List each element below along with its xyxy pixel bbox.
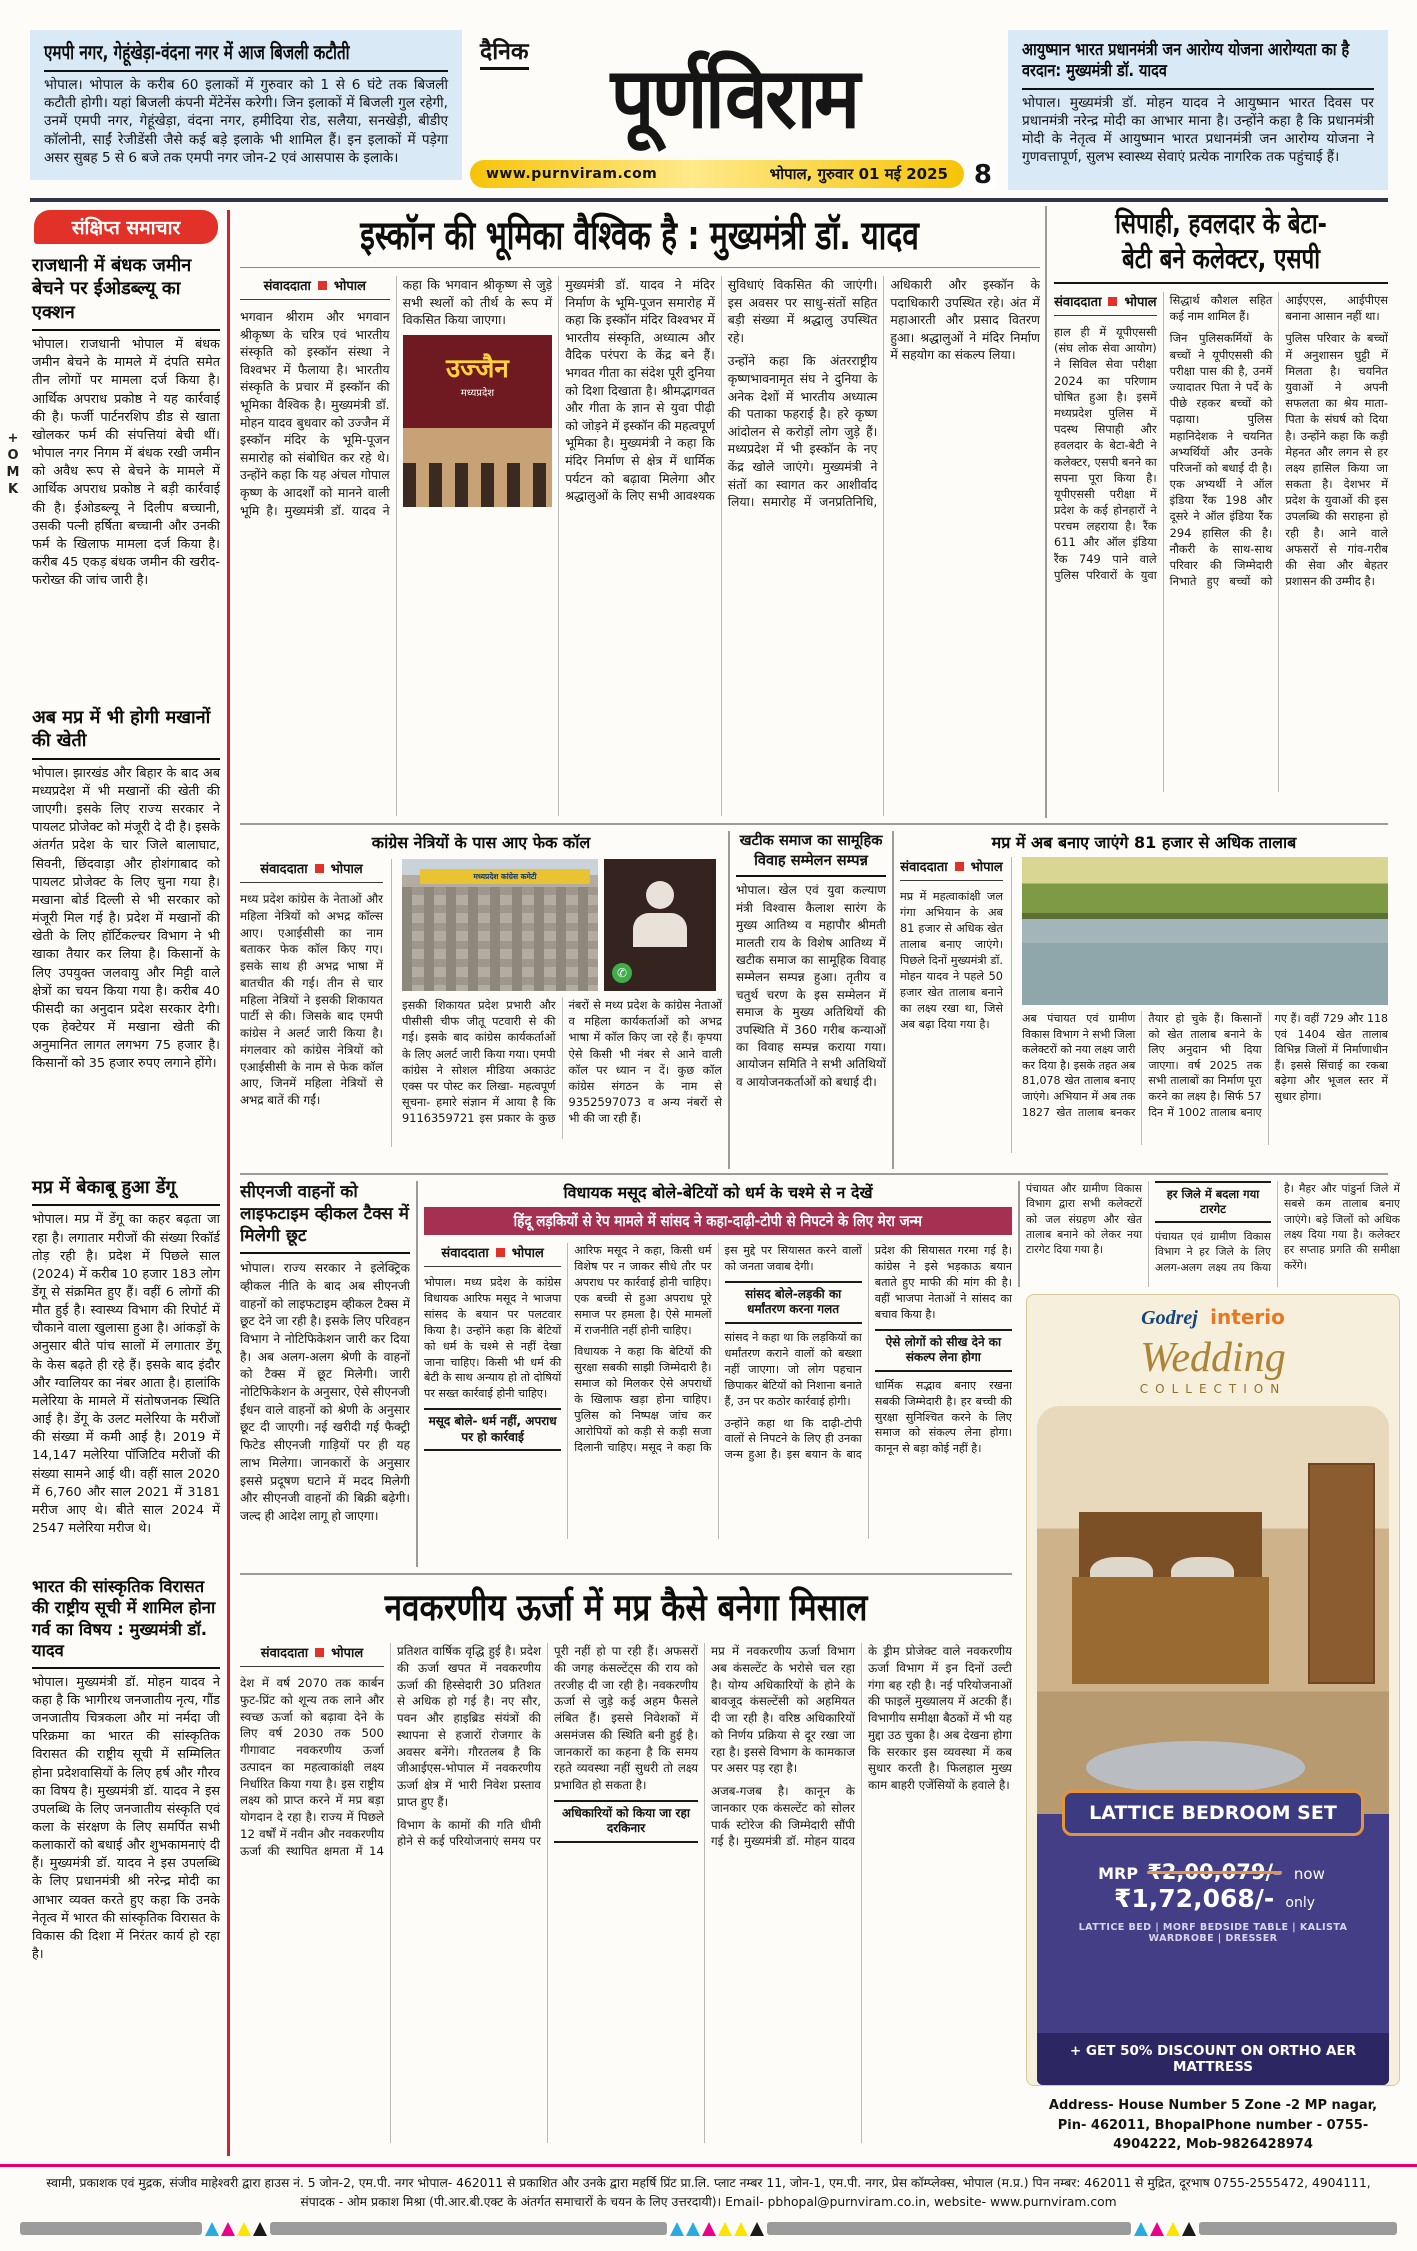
reg-mark: O: [7, 448, 19, 463]
congress-banner-text: मध्यप्रदेश कांग्रेस कमेटी: [420, 869, 590, 884]
story-upsc-results: [1054, 206, 1388, 818]
masud-paragraph: आरिफ मसूद ने कहा, किसी धर्म विशेष पर न जाकर सीधे तौर पर अपराध पर कार्रवाई होनी चाहिए। एक बच्ची से हुआ अपराध पूरे समाज पर हमला है। ऐसे मामलों में राजनीति नहीं होनी चाहिए।: [574, 1244, 712, 1337]
new-price: ₹1,72,068/-: [1114, 1884, 1275, 1914]
sidebar-article-eow: [30, 252, 222, 704]
gray-bar: [767, 2222, 1131, 2235]
fake-call-paragraph: इसकी शिकायत प्रदेश प्रभारी और पीसीसी चीफ जीतू पटवारी से की गई। इसके बाद कांग्रेस कार्यकर्ताओं के लिए अलर्ट जारी किया गया। एमपी कांग्रेस ने सोशल मीडिया अकाउंट एक्स पर पोस्ट कर लिखा- महत्वपूर्ण सूचना- हमारे संज्ञान में आया है कि 9116359721 इस प्रकार के कुछ नंबरों से मध्य प्रदेश के कांग्रेस नेताओं व महिला कार्यकर्ताओं को अभद्र भाषा में कॉल किए जा रहे हैं। कृपया ऐसे किसी भी नंबर से आने वाली कॉल पर ध्यान न दें। कुछ कॉल कांग्रेस संगठन के नाम से 9352597073 व अन्य नंबरों से भी की जा रही हैं।: [402, 998, 722, 1126]
top-left-headline: एमपी नगर, गेहूंखेड़ा-वंदना नगर में आज बिजली कटौती: [44, 40, 448, 72]
story-cng-tax: [240, 1181, 410, 1567]
byline-square-icon: [318, 281, 327, 290]
godrej-logo-text: Godrej: [1141, 1307, 1198, 1329]
energy-paragraph: मप्र में नवकरणीय ऊर्जा विभाग अब कंसल्टेंट के भरोसे चल रहा है। योग्य अधिकारियों के होने के बावजूद कंसल्टेंसी को अहमियत दी जा रही है। वरिष्ठ अधिकारियों को निर्णय प्रक्रिया से दूर रखा जा रहा है। इससे विभाग के कामकाज पर असर पड़ रहा है।: [711, 1644, 855, 1776]
wardrobe-shape: [1308, 1463, 1375, 1683]
masud-paragraph: सांसद ने कहा था कि लड़कियों का धर्मांतरण कराने वालों को बख्शा नहीं जाएगा। जो लोग पहचान छिपाकर बेटियों को निशाना बनाते हैं, उन पर कठोर कार्रवाई होगी।: [724, 1331, 862, 1408]
bedroom-set-photo: [1037, 1406, 1389, 1814]
column-divider: [728, 831, 730, 1169]
ponds-continuation: [1026, 1181, 1400, 1287]
byline: संवाददाता भोपाल: [900, 857, 1003, 881]
energy-headline: नवकरणीय ऊर्जा में मप्र कैसे बनेगा मिसाल: [384, 1586, 868, 1629]
top-right-body: भोपाल। मुख्यमंत्री डॉ. मोहन यादव ने आयुष्मान भारत दिवस पर प्रधानमंत्री नरेन्द्र मोदी का आभार माना है। उन्होंने कहा है कि प्रधानमंत्री मोदी के नेतृत्व में आयुष्मान भारत प्रधानमंत्री जन आरोग्य योजना ने गुणवत्तापूर्ण, सुलभ स्वास्थ्य सेवाएं प्रत्येक नागरिक तक पहुंचाई हैं।: [1022, 94, 1374, 166]
reg-mark: M: [6, 465, 20, 480]
fake-call-column: [240, 859, 392, 1147]
publisher-line1: स्वामी, प्रकाशक एवं मुद्रक, संजीव माहेश्वरी द्वारा हाउस नं. 5 जोन-2, एम.पी. नगर भोपाल- 462011 से प्रकाशित और उनके द्वारा महर्षि प्रिंट प्रा.लि. प्लाट नम्बर 11, जोन-1, एम.पी. नगर, प्रेस कॉम्प्लेक्स, भोपाल (म.प्र.) पिन नम्बर: 462011 से मुद्रित, दूरभाष 0755-2555472, 4904111,: [46, 2176, 1371, 2190]
right-story-paragraph: हाल ही में यूपीएससी (संघ लोक सेवा आयोग) ने सिविल सेवा परीक्षा 2024 का परिणाम घोषित हुआ है। इसमें मध्यप्रदेश पुलिस में पदस्थ सिपाही और हवलदार के बेटा-बेटी ने कलेक्टर, एसपी बनने का सपना पूरा किया है। यूपीएससी परीक्षा में प्रदेश के कई होनहारों ने परचम लहराया है। रैंक 611 और ऑल इंडिया रैंक 749 पाने वाले पुलिस परिवारों के युवा सिद्धार्थ कौशल सहित कई नाम शामिल हैं।: [1054, 293, 1273, 582]
reg-mark: +: [7, 431, 19, 446]
khatik-body: भोपाल। खेल एवं युवा कल्याण मंत्री विश्वास कैलाश सारंग के मुख्य आतिथ्य व महापौर श्रीमती मालती राय के विशेष आतिथ्य में खटीक समाज का सामूहिक विवाह सम्मेलन सम्पन्न हुआ। तृतीय व चतुर्थ चरण के इस सम्मेलन में समाज के मुख्य अतिथियों की उपस्थिति में 360 गरीब कन्याओं का विवाह सम्पन्न कराया गया। आयोजन समिति ने सभी अतिथियों व आयोजनकर्ताओं को बधाई दी।: [736, 883, 886, 1089]
old-price: ₹2,00,079/-: [1147, 1860, 1282, 1885]
byline-square-icon: [955, 862, 964, 871]
main-story-iskcon: [240, 206, 1040, 818]
only-label: only: [1285, 1895, 1315, 1912]
byline: संवाददाता भोपाल: [424, 1243, 561, 1267]
sidebar-article-headline: अब मप्र में भी होगी मखानों की खेती: [32, 706, 220, 760]
byline: संवाददाता भोपाल: [240, 859, 383, 883]
gray-bar: [270, 2222, 667, 2235]
masud-subhead-1: मसूद बोले- धर्म नहीं, अपराध पर हो कार्रवाई: [424, 1408, 561, 1451]
story-farm-ponds: [900, 831, 1388, 1169]
sidebar-section-title: संक्षिप्त समाचार: [34, 210, 218, 244]
ponds-target-subhead: हर जिले में बदला गया टारगेट: [1155, 1181, 1271, 1223]
main-story-paragraph: उन्होंने कहा कि अंतरराष्ट्रीय कृष्णभावनामृत संघ ने दुनिया के अनेक देशों में भारतीय अध्यात्म की पताका फहराई है। हरे कृष्ण आंदोलन से करोड़ों लोग जुड़े हैं। मध्यप्रदेश में भी इस्कॉन के नए केंद्र खोले जाएंगे। मुख्यमंत्री ने संतों का स्वागत कर आशीर्वाद लिया। समारोह में जनप्रतिनिधि, अधिकारी और इस्कॉन के पदाधिकारी उपस्थित रहे। अंत में महाआरती और प्रसाद वितरण हुआ। श्रद्धालुओं ने मंदिर निर्माण में सहयोग का संकल्प लिया।: [727, 277, 1040, 510]
sidebar-article-body: भोपाल। राजधानी भोपाल में बंधक जमीन बेचने के मामले में दंपति समेत तीन लोगों पर मामला दर्ज किया है। आर्थिक अपराध प्रकोष्ठ ने यह कार्रवाई की है। फर्जी पार्टनरशिप डीड से खाता खोलकर फर्म की संपत्तियां बेची थीं। भोपाल नगर निगम में बंधक रखी जमीन को अवैध रूप से बेचने के मामले में आर्थिक अपराध प्रकोष्ठ ने बड़ी कार्रवाई की है। ईओडब्ल्यू ने दिलीप बच्चानी, उसकी पत्नी हर्षिता बच्चानी और उनकी फर्म के खिलाफ मामला दर्ज किया है। करीब 45 एकड़ बंधक जमीन की खरीद-फरोख्त की जांच जारी है।: [32, 337, 220, 589]
publisher-line2: संपादक - ओम प्रकाश मिश्रा (पी.आर.बी.एक्ट के अंतर्गत समाचारों के चयन के लिए उत्तरदायी)। Email- pbhopal@purnviram.co.in, website- www.purnviram.com: [300, 2195, 1117, 2210]
farm-pond-photo: [1022, 857, 1388, 1005]
building-windows: [402, 887, 598, 991]
energy-subhead: अधिकारियों को किया जा रहा दरकिनार: [554, 1800, 698, 1843]
story-masud-statement: [424, 1181, 1012, 1567]
byline-square-icon: [496, 1248, 505, 1257]
page-number: 8: [970, 160, 996, 190]
masud-paragraph: उन्होंने कहा था कि दाढ़ी-टोपी वालों से निपटने के लिए ही उनका जन्म हुआ है। इस बयान के बाद प्रदेश की सियासत गरमा गई है। कांग्रेस ने इसे भड़काऊ बयान बताते हुए माफी की मांग की है। वहीं भाजपा नेताओं ने सांसद का बचाव किया है।: [724, 1244, 1012, 1462]
ad-collection-subtitle: COLLECTION: [1139, 1382, 1287, 1397]
cmyk-triangles: [1134, 2222, 1196, 2236]
photo-banner-title: उज्जैन: [445, 353, 509, 384]
right-story-headline: सिपाही, हवलदार के बेटा- बेटी बने कलेक्टर, एसपी: [1054, 206, 1388, 284]
newspaper-title: पूर्णविराम: [610, 49, 858, 147]
sidebar-article-makhana: [30, 704, 222, 1174]
sidebar-article-headline: भारत की सांस्कृतिक विरासत की राष्ट्रीय सूची में शामिल होना गर्व का विषय : मुख्यमंत्री डॉ. यादव: [32, 1576, 220, 1669]
sidebar-article-body: भोपाल। मुख्यमंत्री डॉ. मोहन यादव ने कहा है कि भागीरथ जनजातीय नृत्य, गौंड जनजातीय चित्रकला और मां नर्मदा जी परिक्रमा का भारत की सांस्कृतिक विरासत की राष्ट्रीय सूची में सम्मिलित होना प्रदेशवासियों के लिए हर्ष और गौरव का विषय है। मुख्यमंत्री डॉ. यादव ने इस उपलब्धि के लिए जनजातीय संस्कृति एवं कला के संरक्षण के लिए समर्पित सभी कलाकारों को बधाई और शुभकामनाएं दी हैं। मुख्यमंत्री डॉ. यादव ने इस उपलब्धि के लिए प्रधानमंत्री श्री नरेन्द्र मोदी का आभार व्यक्त करते हुए कहा कि उनके नेतृत्व में भारत की सांस्कृतिक विरासत के विकास की दिशा में निरंतर कार्य हो रहा है।: [32, 1674, 220, 1963]
top-right-headline: आयुष्मान भारत प्रधानमंत्री जन आरोग्य योजना आरोग्यता का है वरदान: मुख्यमंत्री डॉ. यादव: [1022, 40, 1374, 90]
masud-paragraph: धार्मिक सद्भाव बनाए रखना सबकी जिम्मेदारी है। हर बच्ची की सुरक्षा सुनिश्चित करने के लिए समाज को संकल्प लेना होगा। कानून से बड़ा कोई नहीं है।: [874, 1378, 1012, 1456]
cmyk-triangles: [670, 2222, 764, 2236]
sidebar-article-headline: राजधानी में बंधक जमीन बेचने पर ईओडब्ल्यू का एक्शन: [32, 254, 220, 331]
main-story-body: [240, 276, 1040, 816]
fake-call-body: [402, 997, 722, 1139]
ponds-column: [900, 857, 1012, 1153]
column-divider: [1045, 206, 1047, 818]
byline: संवाददाता भोपाल: [1054, 292, 1157, 316]
website-url: www.purnviram.com: [486, 166, 658, 182]
energy-paragraph: देश में वर्ष 2070 तक कार्बन फुट-प्रिंट को शून्य तक लाने और स्वच्छ ऊर्जा को बढ़ावा देने के लिए वर्ष 2030 तक 500 गीगावाट नवकरणीय ऊर्जा उत्पादन का महत्वाकांक्षी लक्ष्य निर्धारित किया गया है। इस राष्ट्रीय लक्ष्य को प्राप्त करने में मप्र बड़ा योगदान दे रहा है। राज्य में पिछले 12 वर्षों में नवीन और नवकरणीय ऊर्जा की स्थापित क्षमता में 14 प्रतिशत वार्षिक वृद्धि हुई है। प्रदेश की ऊर्जा खपत में नवकरणीय ऊर्जा की हिस्सेदारी 30 प्रतिशत से अधिक हो गई है। नए सौर, पवन और हाइब्रिड संयंत्रों की स्थापना से हजारों रोजगार के अवसर बनेंगे। गौरतलब है कि जीआईएस-भोपाल में नवकरणीय ऊर्जा क्षेत्र में भारी निवेश प्रस्ताव प्राप्त हुए हैं।: [240, 1644, 541, 1858]
ad-address-line1: Address- House Number 5 Zone -2 MP nagar,: [1048, 2098, 1378, 2113]
ad-price-panel: [1037, 1802, 1389, 2085]
masud-headline: विधायक मसूद बोले-बेटियों को धर्म के चश्मे से न देखें: [563, 1183, 873, 1202]
byline-square-icon: [315, 1648, 324, 1657]
congress-office-photo: [402, 859, 598, 991]
story-fake-calls: [240, 831, 722, 1169]
main-story-headline: इस्कॉन की भूमिका वैश्विक है : मुख्यमंत्री डॉ. यादव: [240, 206, 1040, 268]
energy-paragraph: विभाग के कामों की गति धीमी होने से कई परियोजनाएं समय पर पूरी नहीं हो पा रही हैं। अफसरों की जगह कंसल्टेंट्स की राय को तरजीह दी जा रही है। नवकरणीय ऊर्जा से जुड़े कई अहम फैसले लंबित हैं। इससे निवेशकों में असमंजस की स्थिति बनी हुई है। जानकारों का कहना है कि समय रहते व्यवस्था नहीं सुधरी तो लक्ष्य प्रभावित हो सकता है।: [397, 1644, 698, 1849]
masthead: [470, 24, 998, 190]
masthead-tagline: दैनिक: [480, 34, 529, 70]
energy-paragraph: अजब-गजब है। कानून के जानकार एक कंसल्टेंट को सोलर पार्क स्टोरेज की जिम्मेदारी सौंपी गई है। मुख्यमंत्री डॉ. मोहन यादव के ड्रीम प्रोजेक्ट वाले नवकरणीय ऊर्जा विभाग में इन दिनों उल्टी गंगा बह रही है। नई परियोजनाओं की फाइलें मुख्यालय में अटकी हैं। विभागीय समीक्षा बैठकों में भी यह मुद्दा उठ चुका है। अब देखना होगा कि सरकार इस व्यवस्था में कब सुधार करती है। फिलहाल मुख्य काम बाहरी एजेंसियों के हवाले है।: [711, 1644, 1012, 1849]
section-divider: [240, 1173, 1388, 1175]
sidebar-article-dengue: [30, 1174, 222, 1574]
right-story-paragraph: पुलिस परिवार के बच्चों में अनुशासन घुट्टी में मिलता है। चयनित युवाओं ने अपनी सफलता का श्रेय माता-पिता के संघर्ष को दिया है। उन्होंने कहा कि कड़ी मेहनत और लगन से हर लक्ष्य हासिल किया जा सकता है। देशभर में प्रदेश के युवाओं की इस उपलब्धि की सराहना हो रही है। आने वाले अफसरों से गांव-गरीब की सेवा और बेहतर प्रशासन की उम्मीद है।: [1285, 331, 1388, 589]
phone-icon: ✆: [612, 963, 632, 983]
top-right-news-box: [1008, 30, 1388, 190]
ad-address-line2: Pin- 462011, BhopalPhone number - 0755-4904222, Mob-9826428974: [1057, 2117, 1369, 2152]
masud-subhead-3: ऐसे लोगों को सीख देने का संकल्प लेना होगा: [875, 1329, 1012, 1372]
mrp-label: MRP: [1098, 1864, 1139, 1884]
city-date: भोपाल, गुरुवार 01 मई 2025: [769, 165, 948, 183]
main-story-paragraph: मुख्यमंत्री डॉ. यादव ने मंदिर निर्माण के भूमि-पूजन समारोह में कहा कि इस्कॉन मंदिर विश्वभर में भारतीय संस्कृति, अध्यात्म और वैदिक परंपरा के केंद्र बने हैं। भगवत गीता का संदेश पूरी दुनिया को दिशा दिखाता है। श्रीमद्भागवत और गीता के ज्ञान से युवा पीढ़ी को जोड़ने में इस्कॉन की महत्वपूर्ण भूमिका है। मुख्यमंत्री ने कहा कि मंदिर निर्माण से क्षेत्र में धार्मिक पर्यटन को बढ़ावा मिलेगा और श्रद्धालुओं के लिए सभी आवश्यक सुविधाएं विकसित की जाएंगी। इस अवसर पर साधु-संतों सहित बड़ी संख्या में श्रद्धालु उपस्थित रहे।: [565, 277, 878, 504]
date-strip: [470, 160, 964, 188]
sidebar-article-body: भोपाल। मप्र में डेंगू का कहर बढ़ता जा रहा है। लगातार मरीजों की संख्या रिकॉर्ड तोड़ रही है। प्रदेश में पिछले साल (2024) में करीब 10 हजार 183 लोग डेंगू से संक्रमित हुए हैं। वहीं 6 लोगों की मौत हुई है। स्वास्थ्य विभाग की रिपोर्ट में चौकाने वाला खुलासा हुआ है। आंकड़ों के अनुसार बीते पांच सालों में लगातार डेंगू के केस बढ़ते ही रहे हैं। इसके बाद इंदौर और ग्वालियर का नंबर आता है। हालांकि मलेरिया के मामले में संतोषजनक स्थिति आई है। डेंगू के उलट मलेरिया के मरीजों की संख्या में कमी आई है। 2019 में 14,147 मलेरिया पॉजिटिव मरीजों की संख्या सामने आई थी। वहीं साल 2020 में 6,760 और साल 2021 में 3181 मरीज आए थे। बीते साल 2024 में 2547 मलेरिया मरीज थे।: [32, 1212, 220, 1537]
footer-divider: [0, 2164, 1417, 2167]
byline-square-icon: [1108, 297, 1117, 306]
fake-call-headline: कांग्रेस नेत्रियों के पास आए फेक कॉल: [371, 833, 591, 852]
ad-items-line: LATTICE BED | MORF BEDSIDE TABLE | KALISTA WARDROBE | DRESSER: [1078, 1922, 1348, 1945]
byline-square-icon: [315, 864, 324, 873]
masthead-divider: [30, 198, 1388, 202]
photo-banner-subtitle: मध्यप्रदेश: [460, 387, 495, 399]
masud-body: [424, 1243, 1012, 1539]
masud-paragraph: भोपाल। मध्य प्रदेश के कांग्रेस विधायक आरिफ मसूद ने भाजपा सांसद के बयान पर पलटवार किया है। उन्होंने कहा कि बेटियों को धर्म के चश्मे से नहीं देखा जाना चाहिए। किसी भी धर्म की बेटी के साथ अन्याय हो तो दोषियों पर सख्त कार्रवाई होनी चाहिए।: [424, 1276, 562, 1401]
phone-call-photo: [604, 859, 716, 991]
ponds-paragraph: पंचायत एवं ग्रामीण विकास विभाग ने हर जिले के लिए अलग-अलग लक्ष्य तय किया है। मैहर और पांडुर्ना जिले में सबसे कम तालाब बनाए जाएंगे। बड़े जिलों को अधिक लक्ष्य दिया गया है। कलेक्टर हर सप्ताह प्रगति की समीक्षा करेंगे।: [1155, 1182, 1400, 1274]
masud-subhead-2: सांसद बोले-लड़की का धर्मांतरण करना गलत: [725, 1281, 862, 1324]
cng-body: भोपाल। राज्य सरकार ने इलेक्ट्रिक व्हीकल नीति के बाद अब सीएनजी वाहनों को लाइफटाइम व्हीकल टैक्स में छूट देने जा रही है। इसके लिए परिवहन विभाग ने नोटिफिकेशन जारी कर दिया है। अब अलग-अलग श्रेणी के वाहनों को टैक्स में छूट मिलेगी। जारी नोटिफिकेशन के अनुसार, ऐसे सीएनजी ईंधन वाले वाहनों को श्रेणी के अनुसार छूट दी जाएगी। नई खरीदी गई फैक्ट्री फिटेड सीएनजी गाड़ियों पर ही यह लाभ मिलेगा। जानकारों के अनुसार इससे प्रदूषण घटाने में मदद मिलेगी और सीएनजी वाहनों की बिक्री बढ़ेगी। जल्द ही आदेश लागू हो जाएगा।: [240, 1261, 410, 1523]
story-renewable-energy: [240, 1580, 1012, 2154]
sidebar-article-heritage: [30, 1574, 222, 2154]
cng-headline: सीएनजी वाहनों को लाइफटाइम व्हीकल टैक्स में मिलेगी छूट: [240, 1181, 410, 1254]
main-story-photo: [403, 335, 553, 507]
column-divider: [1018, 1181, 1020, 1287]
interio-logo-text: interio: [1210, 1305, 1285, 1329]
ponds-paragraph: मप्र में महत्वाकांक्षी जल गंगा अभियान के अब 81 हजार से अधिक खेत तालाब बनाए जाएंगे। पिछले दिनों मुख्यमंत्री डॉ. मोहन यादव ने पहले 50 हजार खेत तालाब बनाने का लक्ष्य रखा था, जिसे अब बढ़ा दिया गया है।: [900, 890, 1003, 1032]
masud-paragraph: विधायक ने कहा कि बेटियों की सुरक्षा सबकी साझी जिम्मेदारी है। समाज को मिलकर ऐसे अपराधों के खिलाफ खड़ा होना चाहिए। पुलिस को निष्पक्ष जांच कर आरोपियों को कड़ी से कड़ी सजा दिलानी चाहिए। मसूद ने कहा कि इस मुद्दे पर सियासत करने वालों को जनता जवाब देगी।: [574, 1244, 862, 1454]
ad-price-line: [1045, 1860, 1381, 1913]
ad-product-badge: LATTICE BEDROOM SET: [1062, 1790, 1365, 1836]
story-khatik-samaj: [736, 831, 886, 1169]
right-story-paragraph: जिन पुलिसकर्मियों के बच्चों ने यूपीएससी की परीक्षा पास की है, उनमें ज्यादातर पिता ने पर्दे के पीछे रहकर बच्चों को पढ़ाया। पुलिस महानिदेशक ने चयनित अभ्यर्थियों और उनके परिजनों को बधाई दी है। एक अभ्यर्थी ने ऑल इंडिया रैंक 198 और दूसरे ने ऑल इंडिया रैंक 294 हासिल की है। नौकरी के साथ-साथ परिवार की जिम्मेदारी निभाते हुए बच्चों को आईएएस, आईपीएस बनाना आसान नहीं था।: [1169, 293, 1388, 589]
sidebar-article-body: भोपाल। झारखंड और बिहार के बाद अब मध्यप्रदेश में भी मखानों की खेती की जाएगी। इसके लिए राज्य सरकार ने पायलट प्रोजेक्ट को मंजूरी दे दी है। इसके अंतर्गत प्रदेश के चार जिले बालाघाट, सिवनी, छिंदवाड़ा और होशंगाबाद को पायलट प्रोजेक्ट के लिए चुना गया है। मखाना बोर्ड दिल्ली से भी सरकार को मंजूरी मिल गई है। प्रदेश में मखानों की खेती के लिए हॉर्टिकल्चर विभाग ने भी खाका तैयार कर लिया है। किसानों के लिए उपयुक्त जलवायु और मिट्टी वाले क्षेत्रों का चयन किया गया है। करीब 40 फीसदी का अनुदान प्रदेश सरकार देगी। एक हेक्टेयर में मखाना खेती की अनुमानित लागत लगभग 75 हजार है। किसानों को 35 हजार रुपए लगाने होंगे।: [32, 765, 220, 1072]
column-divider: [416, 1181, 418, 1567]
ponds-headline: मप्र में अब बनाए जाएंगे 81 हजार से अधिक तालाब: [991, 833, 1297, 852]
rug-shape: [1086, 1741, 1304, 1794]
energy-body: [240, 1643, 1012, 2143]
fake-call-paragraph: मध्य प्रदेश कांग्रेस के नेताओं और महिला नेत्रियों को अभद्र कॉल्स आए। एआईसीसी का नाम बताकर फेक कॉल किए गए। इसके साथ ही अभद्र भाषा में बातचीत की गई। तीन से चार महिला नेत्रियों ने इसकी शिकायत पार्टी से की। जिसके बाद एमपी कांग्रेस ने अलर्ट जारी किया है। मंगलवार को कांग्रेस नेत्रियों को एआईसीसी के नाम से फेक कॉल आए, जिनमें महिला नेत्रियों से अभद्र बातें की गईं।: [240, 892, 383, 1107]
gray-bar: [20, 2222, 202, 2235]
top-left-body: भोपाल। भोपाल के करीब 60 इलाकों में गुरुवार को 1 से 6 घंटे तक बिजली कटौती होगी। यहां बिजली कंपनी मेंटेनेंस करेगी। जिन इलाकों में बिजली गुल रहेगी, उनमें एमपी नगर, गेहूंखेड़ा, वंदना नगर, हमीदिया रोड, सलैया, सनखेड़ी, बीडीए कॉलोनी, साईं रेजीडेंसी जैसे कई बड़े इलाके भी शामिल हैं। इन इलाकों में पड़ेगा असर सुबह 5 से 6 बजे तक एमपी नगर जोन-2 एवं आसपास के इलाके।: [44, 77, 448, 166]
ponds-body: [1022, 1011, 1388, 1145]
column-divider: [892, 831, 894, 1169]
ad-address: [1026, 2096, 1400, 2155]
registration-color-bar: [20, 2220, 1397, 2236]
now-label: now: [1293, 1865, 1325, 1884]
print-registration-marks: [3, 430, 23, 498]
ad-offer-line: + GET 50% DISCOUNT ON ORTHO AER MATTRESS: [1037, 2033, 1389, 2085]
ad-collection-title: Wedding: [1140, 1335, 1286, 1381]
right-story-body: [1054, 292, 1388, 792]
reg-mark: K: [7, 482, 19, 497]
ponds-paragraph: पंचायत और ग्रामीण विकास विभाग द्वारा सभी कलेक्टरों को जल संग्रहण और खेत तालाब बनाने को लेकर नया टारगेट दिया गया है।: [1026, 1182, 1142, 1257]
publisher-imprint: [40, 2174, 1377, 2212]
ponds-continuation-body: [1026, 1181, 1400, 1287]
section-divider: [240, 1573, 1012, 1575]
sidebar-divider: [227, 210, 230, 2156]
byline: संवाददाता भोपाल: [240, 1643, 384, 1667]
khatik-headline: खटीक समाज का सामूहिक विवाह सम्मेलन सम्पन्न: [736, 831, 886, 877]
byline: संवाददाता भोपाल: [240, 276, 390, 300]
masud-strapline: हिंदू लड़कियों से रेप मामले में सांसद ने कहा-दाढ़ी-टोपी से निपटने के लिए मेरा जन्म: [424, 1207, 1012, 1235]
brief-news-sidebar: [30, 210, 222, 2156]
main-story-paragraph: भगवान श्रीराम और भगवान श्रीकृष्ण के चरित्र एवं भारतीय संस्कृति को इस्कॉन संस्था ने विश्वभर में फैलाया है। भारतीय संस्कृति के प्रचार में इस्कॉन की भूमिका वैश्विक है। मुख्यमंत्री डॉ. मोहन यादव बुधवार को उज्जैन में इस्कॉन मंदिर के भूमि-पूजन समारोह को संबोधित कर रहे थे। उन्होंने कहा कि यह अंचल गोपाल कृष्ण के आदर्शों को मानने वाली भूमि है। मुख्यमंत्री डॉ. यादव ने कहा कि भगवान श्रीकृष्ण से जुड़े सभी स्थलों को तीर्थ के रूप में विकसित किया जाएगा।: [240, 277, 553, 518]
furniture-advertisement: [1026, 1294, 1400, 2086]
ad-brand-logo: [1037, 1305, 1389, 1330]
ponds-paragraph: अब पंचायत एवं ग्रामीण विकास विभाग ने सभी जिला कलेक्टरों को नया लक्ष्य जारी कर दिया है। इसके तहत अब 81,078 खेत तालाब बनाए जाएंगे। अभियान में अब तक 1827 खेत तालाब बनकर तैयार हो चुके हैं। किसानों को खेत तालाब बनाने के लिए अनुदान भी दिया जाएगा। वर्ष 2025 तक सभी तालाबों का निर्माण पूरा करने का लक्ष्य है। सिर्फ 57 दिन में 1002 तालाब बनाए गए हैं। वहीं 729 और 118 एवं 1404 खेत तालाब विभिन्न जिलों में निर्माणाधीन हैं। इससे सिंचाई का रकबा बढ़ेगा और भूजल स्तर में सुधार होगा।: [1022, 1012, 1388, 1119]
cmyk-triangles: [205, 2222, 267, 2236]
top-left-news-box: [30, 30, 462, 180]
sidebar-article-headline: मप्र में बेकाबू हुआ डेंगू: [32, 1176, 220, 1206]
section-divider: [240, 823, 1388, 825]
gray-bar: [1199, 2222, 1397, 2235]
bed-shape: [1072, 1577, 1269, 1683]
